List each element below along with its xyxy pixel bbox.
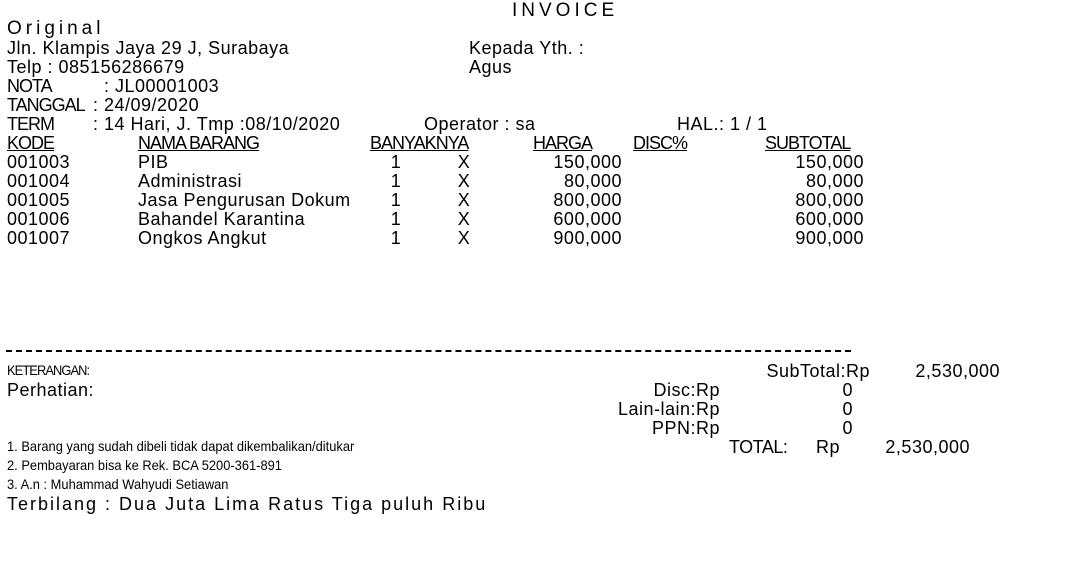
seller-phone: Telp : 085156286679 [7,57,185,77]
row-subtotal: 150,000 [795,152,864,172]
page-number: HAL.: 1 / 1 [677,114,768,134]
row-x: X [457,171,471,191]
note-1: 1. Barang yang sudah dibeli tidak dapat dikembalikan/ditukar [7,438,355,454]
terbilang: Terbilang : Dua Juta Lima Ratus Tiga puluh Ribu [7,494,488,514]
note-2: 2. Pembayaran bisa ke Rek. BCA 5200-361-891 [7,457,282,473]
ppn-label: PPN:Rp [651,418,720,438]
header-nama-barang: NAMA BARANG [138,133,260,153]
row-x: X [457,152,471,172]
tanggal-value: : 24/09/2020 [93,95,200,115]
disc-label: Disc:Rp [653,380,720,400]
row-nama: PIB [138,152,169,172]
row-harga: 600,000 [553,209,622,229]
header-banyaknya: BANYAKNYA [370,133,469,153]
row-nama: Jasa Pengurusan Dokum [138,190,351,210]
tanggal-label: TANGGAL [7,95,85,115]
subtotal-label: SubTotal:Rp [766,361,870,381]
row-subtotal: 600,000 [795,209,864,229]
row-qty: 1 [390,228,402,248]
recipient-label: Kepada Yth. : [469,38,585,58]
dashed-divider [6,350,851,352]
lain-lain-value: 0 [842,399,853,419]
header-disc: DISC% [633,133,688,153]
row-kode: 001005 [7,190,71,210]
row-harga: 900,000 [553,228,622,248]
note-3: 3. A.n : Muhammad Wahyudi Setiawan [7,476,229,492]
copy-label: Original [7,18,105,39]
row-x: X [457,209,471,229]
total-label: TOTAL: [729,437,788,457]
subtotal-value: 2,530,000 [915,361,1000,381]
seller-address: Jln. Klampis Jaya 29 J, Surabaya [7,38,290,58]
total-value: 2,530,000 [885,437,970,457]
row-harga: 800,000 [553,190,622,210]
row-nama: Ongkos Angkut [138,228,267,248]
header-harga: HARGA [533,133,593,153]
row-subtotal: 800,000 [795,190,864,210]
nota-label: NOTA [7,76,52,96]
row-qty: 1 [390,152,402,172]
keterangan-label: KETERANGAN: [7,362,90,378]
row-nama: Administrasi [138,171,243,191]
row-harga: 150,000 [553,152,622,172]
total-currency: Rp [816,437,841,457]
ppn-value: 0 [842,418,853,438]
row-qty: 1 [390,209,402,229]
term-label: TERM [7,114,54,134]
row-qty: 1 [390,190,402,210]
row-x: X [457,190,471,210]
disc-value: 0 [842,380,853,400]
row-x: X [457,228,471,248]
operator: Operator : sa [424,114,536,134]
row-kode: 001004 [7,171,71,191]
row-kode: 001006 [7,209,71,229]
recipient-name: Agus [469,57,513,77]
header-kode: KODE [7,133,55,153]
header-subtotal: SUBTOTAL [765,133,851,153]
lain-lain-label: Lain-lain:Rp [617,399,720,419]
row-harga: 80,000 [563,171,622,191]
row-subtotal: 900,000 [795,228,864,248]
row-kode: 001007 [7,228,71,248]
invoice-title: INVOICE [512,0,619,21]
row-qty: 1 [390,171,402,191]
term-value: : 14 Hari, J. Tmp :08/10/2020 [93,114,341,134]
row-nama: Bahandel Karantina [138,209,306,229]
row-subtotal: 80,000 [805,171,864,191]
row-kode: 001003 [7,152,71,172]
perhatian-label: Perhatian: [7,380,95,400]
nota-value: : JL00001003 [104,76,220,96]
